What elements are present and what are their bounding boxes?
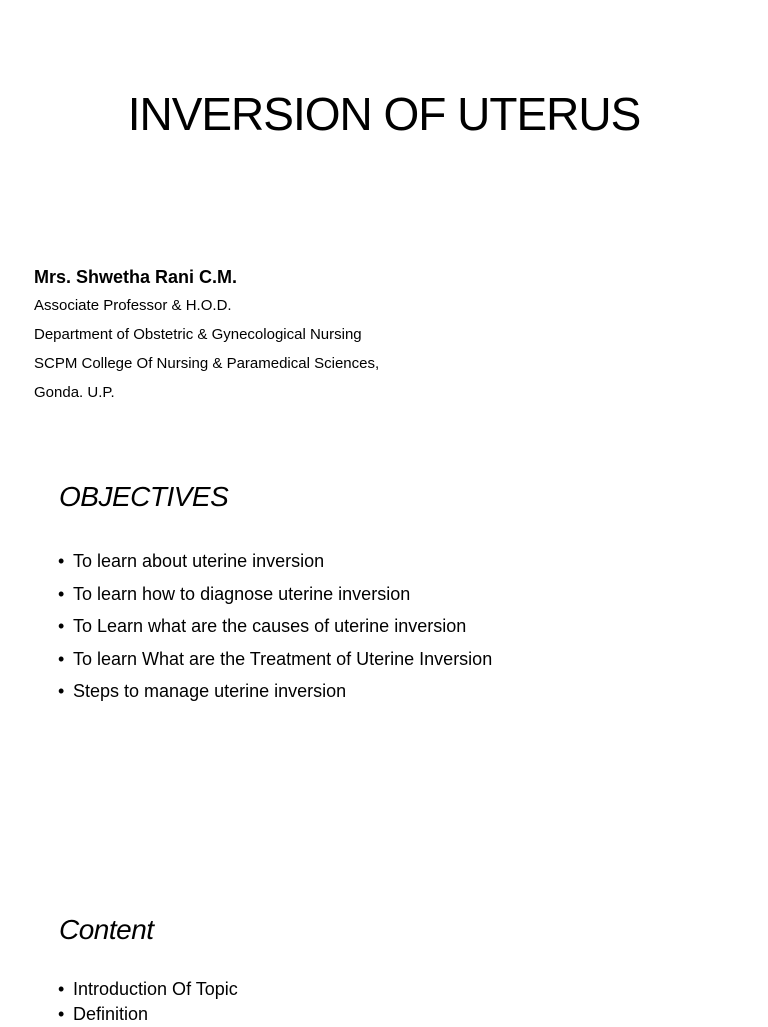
content-list xyxy=(58,977,238,1027)
list-item xyxy=(58,643,492,676)
list-item xyxy=(58,1002,238,1027)
objectives-heading: OBJECTIVES xyxy=(59,481,229,512)
bullet-icon: • xyxy=(58,583,65,604)
objective-text: To learn how to diagnose uterine inversion xyxy=(73,583,411,604)
bullet-icon: • xyxy=(58,616,65,636)
bullet-icon: • xyxy=(58,648,65,669)
list-item xyxy=(58,977,238,1002)
bullet-icon: • xyxy=(58,1004,65,1024)
objective-text: To Learn what are the causes of uterine inversion xyxy=(73,616,467,636)
author-institution: SCPM College Of Nursing & Paramedical Sciences, xyxy=(34,355,380,372)
author-name: Mrs. Shwetha Rani C.M. xyxy=(34,267,238,287)
list-item xyxy=(58,578,492,611)
presentation-title: INVERSION OF UTERUS xyxy=(127,88,641,140)
list-item xyxy=(58,610,492,643)
author-location: Gonda. U.P. xyxy=(34,384,115,401)
bullet-icon: • xyxy=(58,979,65,999)
objectives-list xyxy=(58,545,492,708)
content-heading: Content xyxy=(59,914,154,945)
content-text: Introduction Of Topic xyxy=(73,979,238,999)
objective-text: To learn about uterine inversion xyxy=(73,551,325,571)
bullet-icon: • xyxy=(58,681,65,701)
objective-text: To learn What are the Treatment of Uterine Inversion xyxy=(73,648,493,669)
bullet-icon: • xyxy=(58,551,65,571)
list-item xyxy=(58,675,492,708)
content-text: Definition xyxy=(73,1004,149,1024)
list-item xyxy=(58,545,492,578)
objective-text: Steps to manage uterine inversion xyxy=(73,681,347,701)
author-designation: Associate Professor & H.O.D. xyxy=(34,297,232,314)
author-department: Department of Obstetric & Gynecological Nursing xyxy=(34,326,362,343)
